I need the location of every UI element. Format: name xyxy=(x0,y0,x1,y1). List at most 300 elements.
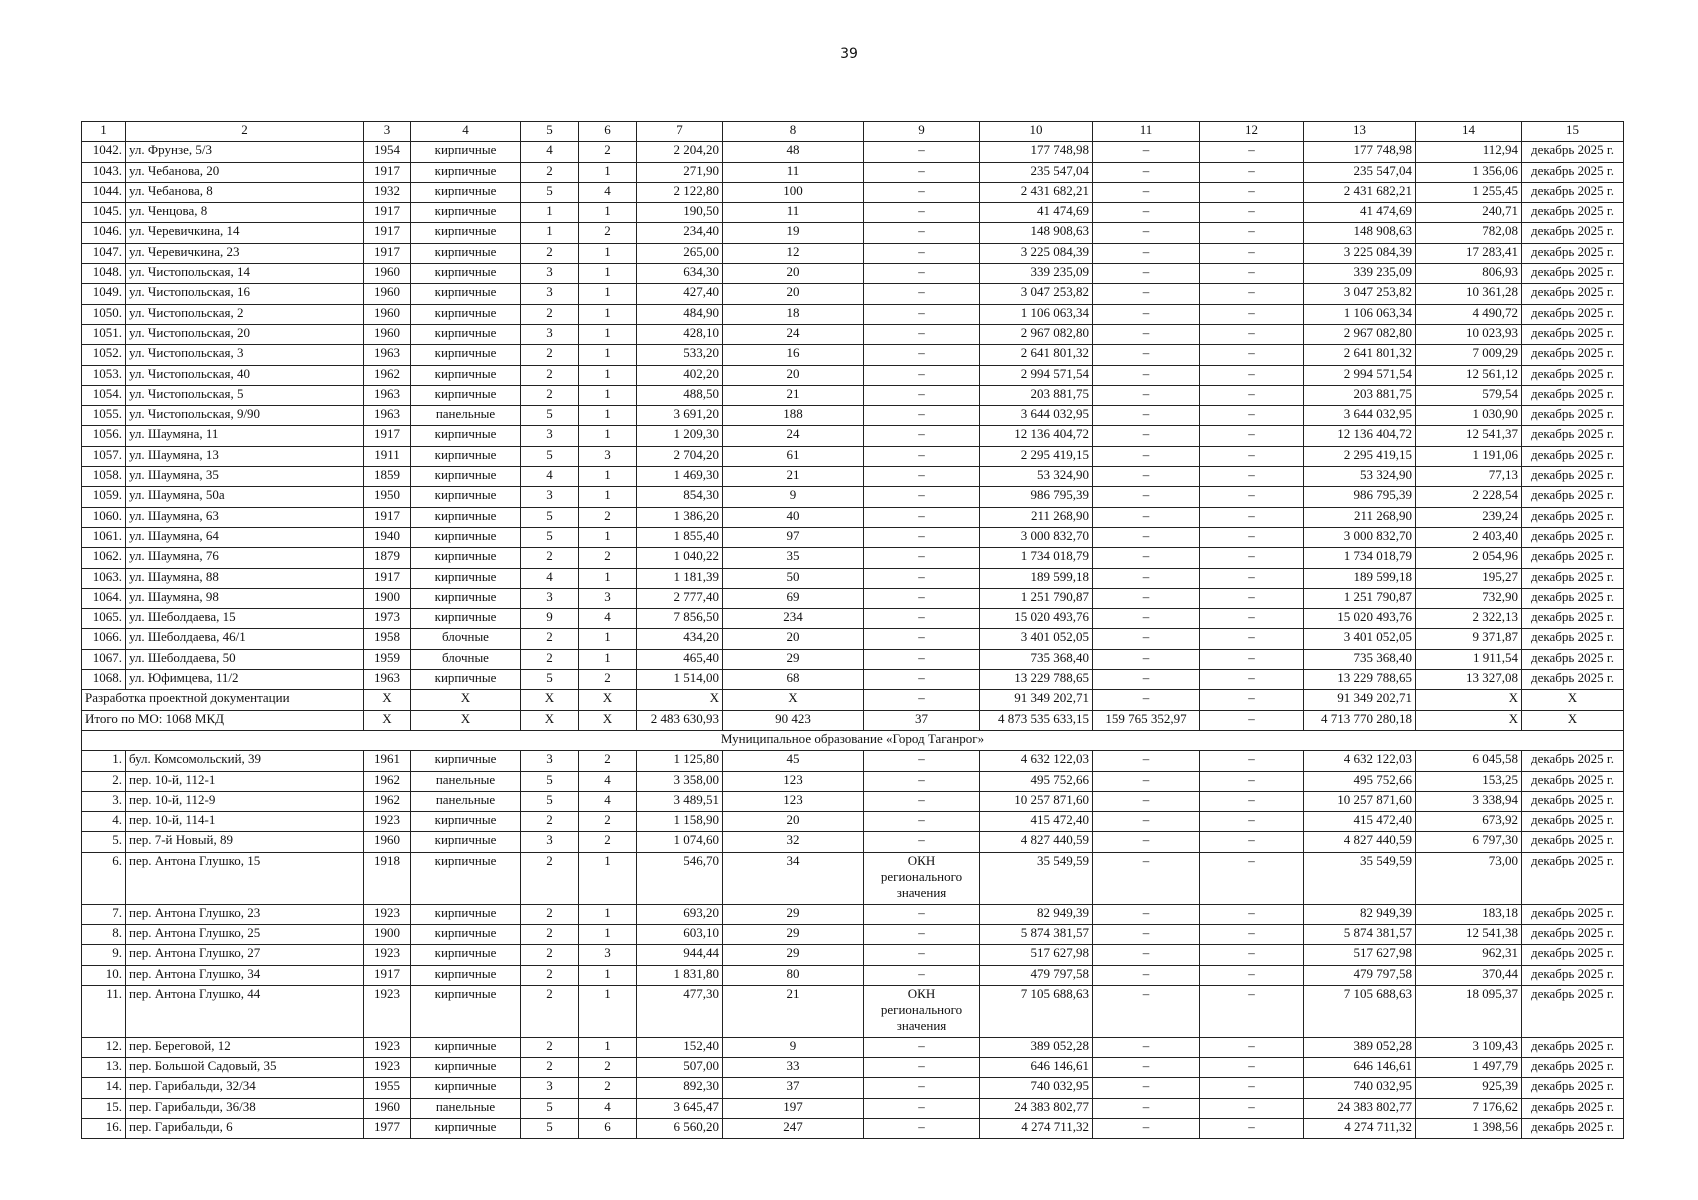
table-cell: – xyxy=(1093,467,1200,487)
table-cell: ул. Шаумяна, 35 xyxy=(126,467,364,487)
table-cell: – xyxy=(1093,264,1200,284)
table-row xyxy=(82,304,1624,324)
table-cell: ОКН регионального значения xyxy=(864,852,980,904)
table-cell: 37 xyxy=(723,1078,864,1098)
table-cell: 7 105 688,63 xyxy=(1304,985,1416,1037)
table-cell: 944,44 xyxy=(637,945,723,965)
table-cell: – xyxy=(1093,568,1200,588)
table-cell: 1068. xyxy=(82,670,126,690)
table-row xyxy=(82,385,1624,405)
table-cell: – xyxy=(1200,852,1304,904)
table-cell: 9 371,87 xyxy=(1416,629,1522,649)
table-cell: 195,27 xyxy=(1416,568,1522,588)
table-cell: 4 873 535 633,15 xyxy=(980,710,1093,730)
table-cell: 2 xyxy=(579,832,637,852)
table-row xyxy=(82,1098,1624,1118)
table-cell: 2 xyxy=(579,223,637,243)
table-cell: ул. Чистопольская, 14 xyxy=(126,264,364,284)
table-cell: 693,20 xyxy=(637,904,723,924)
table-cell: 806,93 xyxy=(1416,264,1522,284)
table-cell: кирпичные xyxy=(411,548,521,568)
table-cell: 100 xyxy=(723,182,864,202)
table-cell: – xyxy=(864,812,980,832)
table-cell: ул. Чистопольская, 40 xyxy=(126,365,364,385)
table-cell: – xyxy=(864,406,980,426)
table-cell: 9. xyxy=(82,945,126,965)
table-cell: 90 423 xyxy=(723,710,864,730)
table-cell: 12 541,37 xyxy=(1416,426,1522,446)
table-cell: 2 xyxy=(521,365,579,385)
table-cell: 1859 xyxy=(364,467,411,487)
table-cell: 9 xyxy=(723,487,864,507)
table-cell: 1045. xyxy=(82,203,126,223)
table-cell: 1 xyxy=(579,985,637,1037)
table-cell: 16. xyxy=(82,1119,126,1139)
table-cell: – xyxy=(1093,1037,1200,1057)
housing-repair-table xyxy=(81,121,1624,1139)
table-cell: ул. Чистопольская, 9/90 xyxy=(126,406,364,426)
table-cell: 13 229 788,65 xyxy=(1304,670,1416,690)
table-cell: пер. Большой Садовый, 35 xyxy=(126,1058,364,1078)
table-cell: 2 777,40 xyxy=(637,588,723,608)
table-cell: 1932 xyxy=(364,182,411,202)
table-cell: 21 xyxy=(723,385,864,405)
table-cell: 12. xyxy=(82,1037,126,1057)
table-cell: ул. Шаумяна, 64 xyxy=(126,527,364,547)
table-cell: 479 797,58 xyxy=(980,965,1093,985)
table-cell: 5 xyxy=(521,182,579,202)
table-cell: 148 908,63 xyxy=(980,223,1093,243)
table-cell: пер. Гарибальди, 36/38 xyxy=(126,1098,364,1118)
table-cell: декабрь 2025 г. xyxy=(1522,162,1624,182)
table-cell: 1 xyxy=(579,406,637,426)
table-cell: – xyxy=(1200,985,1304,1037)
table-cell: декабрь 2025 г. xyxy=(1522,852,1624,904)
table-cell: – xyxy=(1200,904,1304,924)
table-row xyxy=(82,1078,1624,1098)
table-cell: 6 797,30 xyxy=(1416,832,1522,852)
table-cell: 152,40 xyxy=(637,1037,723,1057)
table-cell: 1056. xyxy=(82,426,126,446)
table-cell: 2 xyxy=(579,670,637,690)
column-number-cell: 11 xyxy=(1093,122,1200,142)
table-cell: – xyxy=(1200,304,1304,324)
table-cell: – xyxy=(1093,690,1200,710)
table-cell: кирпичные xyxy=(411,142,521,162)
table-cell: 1066. xyxy=(82,629,126,649)
table-cell: 5 xyxy=(521,791,579,811)
table-cell: 735 368,40 xyxy=(980,649,1093,669)
table-cell: – xyxy=(1093,426,1200,446)
table-cell: 15 020 493,76 xyxy=(1304,609,1416,629)
table-cell: 203 881,75 xyxy=(1304,385,1416,405)
table-cell: 1 158,90 xyxy=(637,812,723,832)
table-cell: – xyxy=(864,832,980,852)
table-cell: 1923 xyxy=(364,812,411,832)
table-cell: – xyxy=(1093,751,1200,771)
table-cell: – xyxy=(1200,924,1304,944)
table-cell: – xyxy=(1200,1078,1304,1098)
table-cell: 11 xyxy=(723,162,864,182)
table-cell: 1 125,80 xyxy=(637,751,723,771)
table-cell: 32 xyxy=(723,832,864,852)
table-cell: декабрь 2025 г. xyxy=(1522,345,1624,365)
table-cell: 1 911,54 xyxy=(1416,649,1522,669)
table-cell: 37 xyxy=(864,710,980,730)
table-row xyxy=(82,812,1624,832)
table-cell: кирпичные xyxy=(411,852,521,904)
table-cell: – xyxy=(1200,182,1304,202)
table-cell: 41 474,69 xyxy=(1304,203,1416,223)
table-cell: 1917 xyxy=(364,223,411,243)
table-cell: 962,31 xyxy=(1416,945,1522,965)
table-cell: 10 257 871,60 xyxy=(1304,791,1416,811)
table-cell: декабрь 2025 г. xyxy=(1522,751,1624,771)
table-cell: X xyxy=(579,710,637,730)
table-row xyxy=(82,1037,1624,1057)
table-cell: X xyxy=(1522,710,1624,730)
table-row xyxy=(82,965,1624,985)
table-cell: 183,18 xyxy=(1416,904,1522,924)
table-cell: 4 xyxy=(579,791,637,811)
table-cell: 1 356,06 xyxy=(1416,162,1522,182)
table-cell: 1961 xyxy=(364,751,411,771)
table-cell: 2 xyxy=(579,751,637,771)
table-cell: 1062. xyxy=(82,548,126,568)
table-cell: 1962 xyxy=(364,365,411,385)
table-cell: ул. Черевичкина, 23 xyxy=(126,243,364,263)
table-cell: декабрь 2025 г. xyxy=(1522,812,1624,832)
table-cell: 1 855,40 xyxy=(637,527,723,547)
table-cell: – xyxy=(1200,487,1304,507)
table-cell: – xyxy=(1093,182,1200,202)
table-cell: ул. Чистопольская, 3 xyxy=(126,345,364,365)
table-cell: 2 228,54 xyxy=(1416,487,1522,507)
table-cell: 1 831,80 xyxy=(637,965,723,985)
table-cell: 2 295 419,15 xyxy=(980,446,1093,466)
table-cell: X xyxy=(411,690,521,710)
table-cell: 1052. xyxy=(82,345,126,365)
table-cell: кирпичные xyxy=(411,162,521,182)
table-cell: 3. xyxy=(82,791,126,811)
table-cell: 1 xyxy=(579,426,637,446)
table-cell: декабрь 2025 г. xyxy=(1522,945,1624,965)
table-cell: 1 251 790,87 xyxy=(980,588,1093,608)
table-cell: декабрь 2025 г. xyxy=(1522,985,1624,1037)
table-cell: панельные xyxy=(411,771,521,791)
table-cell: 2 xyxy=(579,548,637,568)
table-cell: 3 xyxy=(521,487,579,507)
table-cell: X xyxy=(1416,690,1522,710)
table-cell: декабрь 2025 г. xyxy=(1522,284,1624,304)
table-cell: ул. Шаумяна, 63 xyxy=(126,507,364,527)
table-cell: 1959 xyxy=(364,649,411,669)
table-cell: 3 xyxy=(521,1078,579,1098)
table-cell: 123 xyxy=(723,791,864,811)
table-cell: кирпичные xyxy=(411,1078,521,1098)
table-cell: 1 xyxy=(579,527,637,547)
table-row xyxy=(82,223,1624,243)
table-cell: 2 967 082,80 xyxy=(980,324,1093,344)
table-cell: 2 xyxy=(521,852,579,904)
table-body xyxy=(82,122,1624,1139)
table-cell: – xyxy=(864,365,980,385)
table-row xyxy=(82,629,1624,649)
table-cell: 24 383 802,77 xyxy=(980,1098,1093,1118)
table-cell: – xyxy=(1200,751,1304,771)
table-cell: – xyxy=(864,264,980,284)
table-cell: пер. Антона Глушко, 25 xyxy=(126,924,364,944)
table-row xyxy=(82,264,1624,284)
table-cell: 1 xyxy=(579,345,637,365)
table-cell: 5 xyxy=(521,446,579,466)
table-cell: 190,50 xyxy=(637,203,723,223)
table-cell: 4 632 122,03 xyxy=(1304,751,1416,771)
table-cell: 1917 xyxy=(364,568,411,588)
table-cell: – xyxy=(1093,406,1200,426)
table-cell: ул. Чистопольская, 16 xyxy=(126,284,364,304)
table-cell: 1 xyxy=(579,203,637,223)
table-cell: декабрь 2025 г. xyxy=(1522,446,1624,466)
table-cell: – xyxy=(1200,548,1304,568)
table-cell: – xyxy=(1200,629,1304,649)
table-cell: 40 xyxy=(723,507,864,527)
table-cell: 1 xyxy=(579,904,637,924)
table-cell: 265,00 xyxy=(637,243,723,263)
table-cell: 6. xyxy=(82,852,126,904)
table-cell: пер. Антона Глушко, 23 xyxy=(126,904,364,924)
table-cell: – xyxy=(864,426,980,446)
table-cell: 5 xyxy=(521,771,579,791)
table-cell: 1 386,20 xyxy=(637,507,723,527)
table-cell: 1973 xyxy=(364,609,411,629)
table-cell: 1900 xyxy=(364,924,411,944)
table-cell: 1043. xyxy=(82,162,126,182)
table-cell: – xyxy=(1093,649,1200,669)
table-cell: 1 xyxy=(579,487,637,507)
table-cell: 77,13 xyxy=(1416,467,1522,487)
table-cell: пер. 7-й Новый, 89 xyxy=(126,832,364,852)
table-cell: кирпичные xyxy=(411,345,521,365)
table-cell: пер. Гарибальди, 32/34 xyxy=(126,1078,364,1098)
table-cell: ул. Шаумяна, 11 xyxy=(126,426,364,446)
table-cell: X xyxy=(579,690,637,710)
table-cell: 3 xyxy=(579,446,637,466)
table-cell: 735 368,40 xyxy=(1304,649,1416,669)
table-cell: кирпичные xyxy=(411,284,521,304)
table-cell: кирпичные xyxy=(411,182,521,202)
table-cell: 69 xyxy=(723,588,864,608)
table-cell: 1044. xyxy=(82,182,126,202)
table-cell: 1960 xyxy=(364,1098,411,1118)
table-cell: 203 881,75 xyxy=(980,385,1093,405)
table-cell: 2 xyxy=(521,924,579,944)
table-cell: блочные xyxy=(411,629,521,649)
table-cell: – xyxy=(1093,985,1200,1037)
table-row xyxy=(82,904,1624,924)
table-cell: 854,30 xyxy=(637,487,723,507)
table-cell: 9 xyxy=(723,1037,864,1057)
section-header-row xyxy=(82,730,1624,750)
table-cell: 2 122,80 xyxy=(637,182,723,202)
table-cell: декабрь 2025 г. xyxy=(1522,1098,1624,1118)
table-cell: 2 xyxy=(579,142,637,162)
table-cell: 2 xyxy=(579,1078,637,1098)
table-cell: – xyxy=(1093,223,1200,243)
table-cell: 546,70 xyxy=(637,852,723,904)
table-cell: 5 xyxy=(521,406,579,426)
table-cell: 740 032,95 xyxy=(1304,1078,1416,1098)
table-cell: 177 748,98 xyxy=(980,142,1093,162)
table-cell: кирпичные xyxy=(411,203,521,223)
table-row xyxy=(82,345,1624,365)
table-cell: 646 146,61 xyxy=(980,1058,1093,1078)
table-cell: декабрь 2025 г. xyxy=(1522,507,1624,527)
column-number-cell: 8 xyxy=(723,122,864,142)
table-row xyxy=(82,771,1624,791)
table-cell: декабрь 2025 г. xyxy=(1522,649,1624,669)
table-cell: 240,71 xyxy=(1416,203,1522,223)
table-cell: 339 235,09 xyxy=(980,264,1093,284)
table-cell: 1061. xyxy=(82,527,126,547)
table-cell: 5 xyxy=(521,1119,579,1139)
table-cell: 148 908,63 xyxy=(1304,223,1416,243)
table-cell: 1049. xyxy=(82,284,126,304)
table-cell: – xyxy=(1093,1119,1200,1139)
table-cell: – xyxy=(1200,1037,1304,1057)
table-cell: 2 641 801,32 xyxy=(980,345,1093,365)
design-documentation-row xyxy=(82,690,1624,710)
table-cell: – xyxy=(1093,1078,1200,1098)
table-cell: декабрь 2025 г. xyxy=(1522,406,1624,426)
table-row xyxy=(82,791,1624,811)
table-cell: 4 827 440,59 xyxy=(1304,832,1416,852)
table-cell: 2 xyxy=(579,507,637,527)
table-cell: 477,30 xyxy=(637,985,723,1037)
table-cell: 370,44 xyxy=(1416,965,1522,985)
table-cell: 3 xyxy=(521,264,579,284)
table-cell: 91 349 202,71 xyxy=(1304,690,1416,710)
table-cell: ул. Чистопольская, 20 xyxy=(126,324,364,344)
table-cell: 673,92 xyxy=(1416,812,1522,832)
table-cell: 517 627,98 xyxy=(1304,945,1416,965)
table-cell: 3 xyxy=(579,588,637,608)
table-cell: кирпичные xyxy=(411,304,521,324)
table-cell: – xyxy=(1093,365,1200,385)
table-cell: блочные xyxy=(411,649,521,669)
table-cell: 517 627,98 xyxy=(980,945,1093,965)
table-cell: – xyxy=(1093,812,1200,832)
table-cell: 2 431 682,21 xyxy=(1304,182,1416,202)
table-cell: декабрь 2025 г. xyxy=(1522,629,1624,649)
table-cell: 2 403,40 xyxy=(1416,527,1522,547)
table-cell: – xyxy=(1093,904,1200,924)
table-cell: 1918 xyxy=(364,852,411,904)
table-cell: – xyxy=(864,1098,980,1118)
table-cell: 13 229 788,65 xyxy=(980,670,1093,690)
table-cell: кирпичные xyxy=(411,670,521,690)
table-row xyxy=(82,507,1624,527)
table-cell: 50 xyxy=(723,568,864,588)
table-cell: 2 xyxy=(521,1058,579,1078)
table-cell: декабрь 2025 г. xyxy=(1522,487,1624,507)
table-cell: 2 xyxy=(579,1058,637,1078)
table-cell: 1 xyxy=(579,649,637,669)
table-cell: 1051. xyxy=(82,324,126,344)
table-cell: 3 644 032,95 xyxy=(1304,406,1416,426)
table-cell: 4 xyxy=(579,182,637,202)
table-cell: 1 xyxy=(579,1037,637,1057)
table-cell: – xyxy=(864,345,980,365)
table-cell: – xyxy=(1200,710,1304,730)
table-cell: – xyxy=(864,1119,980,1139)
table-cell: 1 514,00 xyxy=(637,670,723,690)
table-cell: 1 106 063,34 xyxy=(1304,304,1416,324)
table-cell: 7. xyxy=(82,904,126,924)
table-cell: – xyxy=(1200,1119,1304,1139)
table-cell: 1960 xyxy=(364,304,411,324)
table-cell: 415 472,40 xyxy=(1304,812,1416,832)
table-cell: 1879 xyxy=(364,548,411,568)
table-cell: 1053. xyxy=(82,365,126,385)
table-cell: – xyxy=(1200,142,1304,162)
table-cell: 3 401 052,05 xyxy=(980,629,1093,649)
table-cell: – xyxy=(1200,568,1304,588)
table-cell: – xyxy=(1200,264,1304,284)
table-cell: – xyxy=(1200,446,1304,466)
table-cell: 3 358,00 xyxy=(637,771,723,791)
table-cell: 1 xyxy=(579,965,637,985)
table-row xyxy=(82,182,1624,202)
table-cell: 197 xyxy=(723,1098,864,1118)
table-cell: 7 856,50 xyxy=(637,609,723,629)
table-cell: 5 874 381,57 xyxy=(980,924,1093,944)
table-cell: 1954 xyxy=(364,142,411,162)
table-row xyxy=(82,1058,1624,1078)
table-cell: 3 xyxy=(521,284,579,304)
table-cell: 61 xyxy=(723,446,864,466)
table-cell: 4 274 711,32 xyxy=(1304,1119,1416,1139)
table-cell: – xyxy=(1093,162,1200,182)
table-cell: 2 xyxy=(521,649,579,669)
table-cell: – xyxy=(1093,771,1200,791)
table-cell: кирпичные xyxy=(411,588,521,608)
table-cell: кирпичные xyxy=(411,904,521,924)
table-cell: – xyxy=(1093,791,1200,811)
table-cell: кирпичные xyxy=(411,609,521,629)
table-cell: – xyxy=(864,487,980,507)
table-cell: 234,40 xyxy=(637,223,723,243)
table-cell: 2 xyxy=(521,385,579,405)
table-row xyxy=(82,467,1624,487)
table-cell: – xyxy=(1200,243,1304,263)
table-cell: 1 xyxy=(579,852,637,904)
column-number-cell: 7 xyxy=(637,122,723,142)
table-cell: – xyxy=(864,243,980,263)
table-cell: декабрь 2025 г. xyxy=(1522,1058,1624,1078)
table-cell: 5 xyxy=(521,507,579,527)
table-cell: 1 xyxy=(579,304,637,324)
table-cell: декабрь 2025 г. xyxy=(1522,568,1624,588)
table-cell: 1960 xyxy=(364,264,411,284)
column-number-cell: 14 xyxy=(1416,122,1522,142)
table-cell: 1962 xyxy=(364,771,411,791)
table-cell: 495 752,66 xyxy=(1304,771,1416,791)
table-cell: – xyxy=(864,1037,980,1057)
table-cell: – xyxy=(1093,1058,1200,1078)
table-cell: – xyxy=(864,649,980,669)
table-cell: 2 xyxy=(521,629,579,649)
